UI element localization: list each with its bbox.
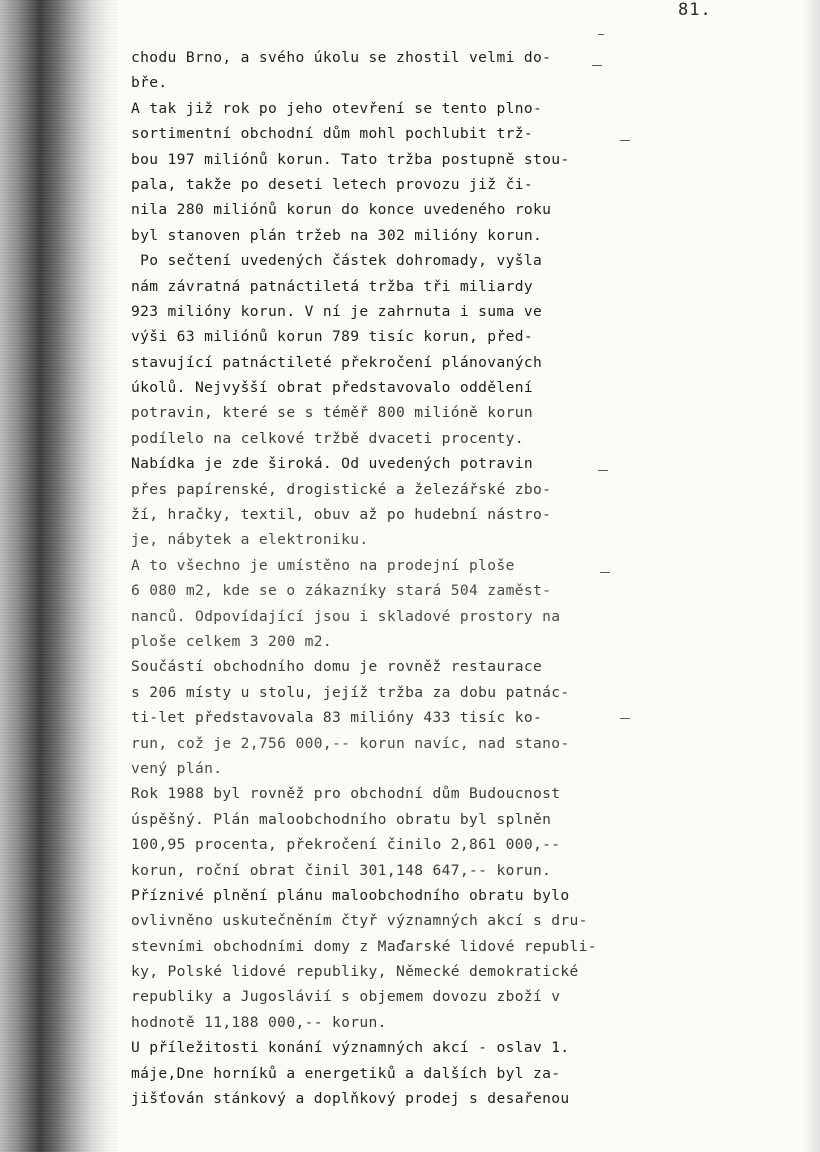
text-line: A to všechno je umístěno na prodejní ploše (131, 556, 515, 574)
text-line: republiky a Jugoslávií s objemem dovozu zboží v (131, 988, 561, 1006)
text-line: stevními obchodními domy z Maďarské lidové republi- (131, 937, 597, 955)
typewritten-text-body (131, 45, 651, 1111)
text-line: korun, roční obrat činil 301,148 647,-- korun. (131, 861, 552, 879)
text-line: jišťován stánkový a doplňkový prodej s desařenou (131, 1090, 570, 1108)
text-line: Po sečtení uvedených částek dohromady, vyšla (131, 252, 543, 270)
text-line: bře. (131, 74, 168, 92)
text-line: Nabídka je zde široká. Od uvedených potravin (131, 455, 533, 473)
text-line: je, nábytek a elektroniku. (131, 531, 369, 549)
text-line: run, což je 2,756 000,-- korun navíc, nad stano- (131, 734, 570, 752)
text-line: úspěšný. Plán maloobchodního obratu byl splněn (131, 810, 552, 828)
page-number: 81. (678, 0, 712, 20)
text-line: U příležitosti konání významných akcí - oslav 1. (131, 1039, 570, 1057)
text-line: 923 milióny korun. V ní je zahrnuta i suma ve (131, 302, 543, 320)
text-line: bou 197 miliónů korun. Tato tržba postupně stou- (131, 150, 570, 168)
text-line: potravin, které se s téměř 800 milióně korun (131, 404, 533, 422)
text-line: nám závratná patnáctiletá tržba tři miliardy (131, 277, 533, 295)
text-line: ti-let představovala 83 milióny 433 tisíc ko- (131, 709, 543, 727)
text-line: vený plán. (131, 759, 223, 777)
text-line: 6 080 m2, kde se o zákazníky stará 504 zaměst- (131, 582, 552, 600)
scan-binding-shadow (0, 0, 118, 1152)
text-line: s 206 místy u stolu, jejíž tržba za dobu patnác- (131, 683, 570, 701)
text-line: hodnotě 11,188 000,-- korun. (131, 1013, 387, 1031)
text-line: ky, Polské lidové republiky, Německé demokratické (131, 963, 579, 981)
text-line: nila 280 miliónů korun do konce uvedeného roku (131, 201, 552, 219)
scan-right-edge (802, 0, 820, 1152)
text-line: pala, takže po deseti letech provozu již či- (131, 175, 533, 193)
text-line: ovlivněno uskutečněním čtyř významných akcí s dru- (131, 912, 588, 930)
text-line: byl stanoven plán tržeb na 302 milióny korun. (131, 226, 543, 244)
text-line: ží, hračky, textil, obuv až po hudební nástro- (131, 506, 552, 524)
text-line: podílelo na celkové tržbě dvaceti procenty. (131, 429, 524, 447)
text-line: A tak již rok po jeho otevření se tento plno- (131, 99, 543, 117)
text-line: Součástí obchodního domu je rovněž restaurace (131, 658, 543, 676)
margin-mark (598, 34, 604, 35)
text-line: nanců. Odpovídající jsou i skladové prostory na (131, 607, 561, 625)
text-line: máje,Dne horníků a energetiků a dalších byl za- (131, 1064, 561, 1082)
text-line: 100,95 procenta, překročení činilo 2,861 000,-- (131, 836, 561, 854)
text-line: přes papírenské, drogistické a železářské zbo- (131, 480, 552, 498)
text-line: chodu Brno, a svého úkolu se zhostil velmi do- (131, 49, 552, 66)
text-line: sortimentní obchodní dům mohl pochlubit trž- (131, 125, 533, 143)
text-line: stavující patnáctileté překročení plánovaných (131, 353, 543, 371)
text-line: úkolů. Nejvyšší obrat představovalo oddělení (131, 379, 533, 397)
text-line: výši 63 miliónů korun 789 tisíc korun, před- (131, 328, 533, 346)
text-line: Příznivé plnění plánu maloobchodního obratu bylo (131, 886, 570, 904)
text-line: Rok 1988 byl rovněž pro obchodní dům Budoucnost (131, 785, 561, 803)
text-line: ploše celkem 3 200 m2. (131, 632, 332, 650)
